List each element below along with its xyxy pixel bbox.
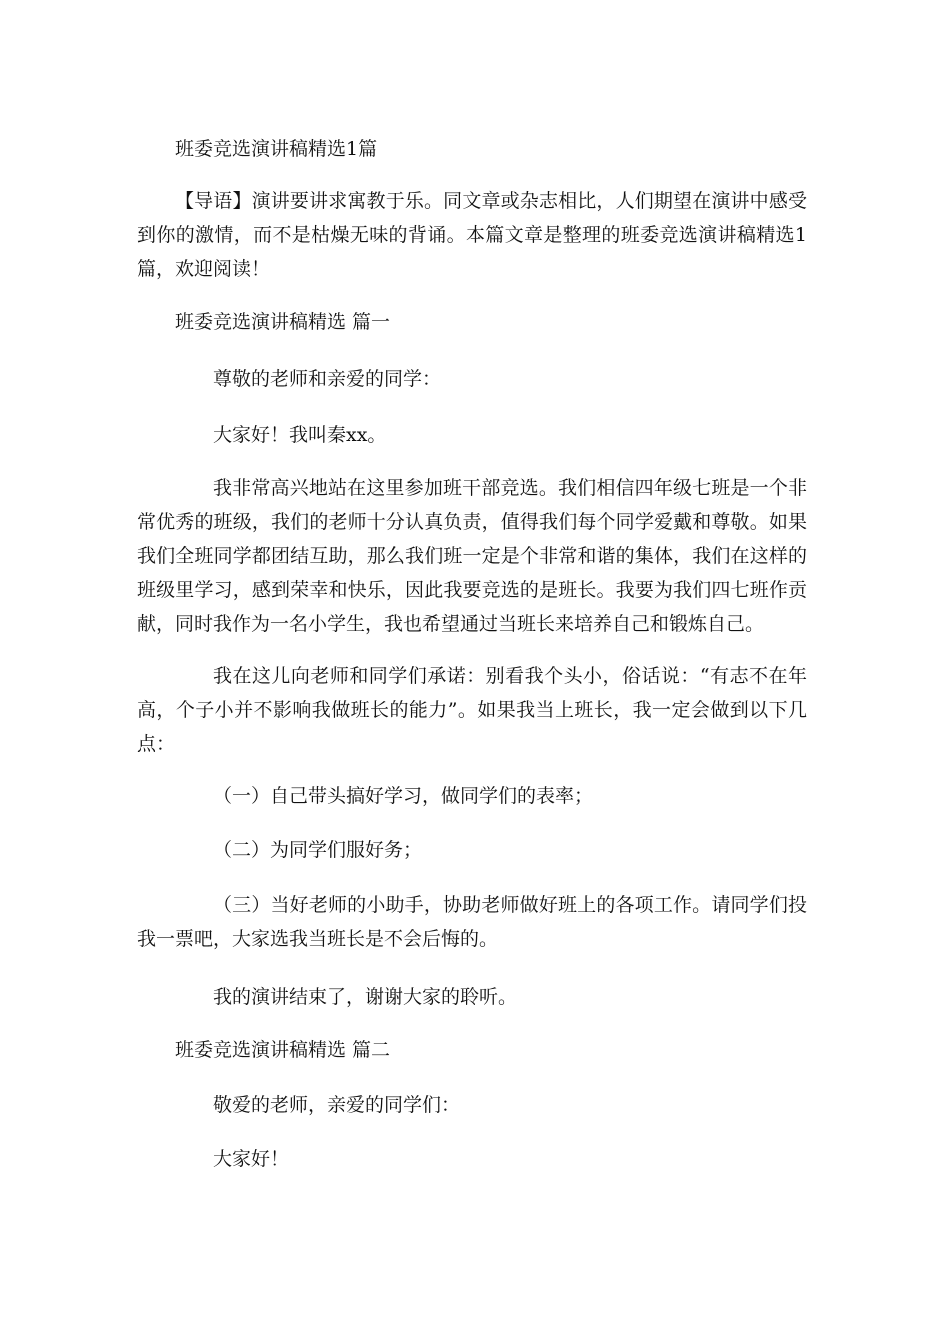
section2-greeting: 大家好！ [213, 1148, 290, 1170]
section2-salutation: 敬爱的老师，亲爱的同学们： [213, 1094, 461, 1116]
section1-greeting: 大家好！我叫秦xx。 [213, 424, 387, 446]
section1-item-3: （三）当好老师的小助手，协助老师做好班上的各项工作。请同学们投我一票吧，大家选我当班长是不会后悔的。 [137, 894, 807, 950]
section1-paragraph-1: 我非常高兴地站在这里参加班干部竞选。我们相信四年级七班是一个非常优秀的班级，我们的老师十分认真负责，值得我们每个同学爱戴和尊敬。如果我们全班同学都团结互助，那么我们班一定是个非常和谐的集体，我们在这样的班级里学习，感到荣幸和快乐，因此我要竞选的是班长。我要为我们四七班作贡献，同时我作为一名小学生，我也希望通过当班长来培养自己和锻炼自己。 [137, 477, 807, 635]
intro-paragraph: 【导语】演讲要讲求寓教于乐。同文章或杂志相比，人们期望在演讲中感受到你的激情，而不是枯燥无味的背诵。本篇文章是整理的班委竞选演讲稿精选1篇，欢迎阅读！ [137, 190, 807, 280]
section1-salutation: 尊敬的老师和亲爱的同学： [213, 368, 442, 390]
section1-item-1: （一）自己带头搞好学习，做同学们的表率； [213, 785, 594, 807]
section1-item-2: （二）为同学们服好务； [213, 839, 423, 861]
section1-paragraph-2: 我在这儿向老师和同学们承诺：别看我个头小，俗话说：“有志不在年高，个子小并不影响我做班长的能力”。如果我当上班长，我一定会做到以下几点： [137, 665, 807, 755]
section2-heading: 班委竞选演讲稿精选 篇二 [175, 1039, 391, 1061]
section1-heading: 班委竞选演讲稿精选 篇一 [175, 311, 391, 333]
section1-closing: 我的演讲结束了，谢谢大家的聆听。 [213, 986, 518, 1008]
document-title: 班委竞选演讲稿精选1篇 [175, 138, 378, 160]
